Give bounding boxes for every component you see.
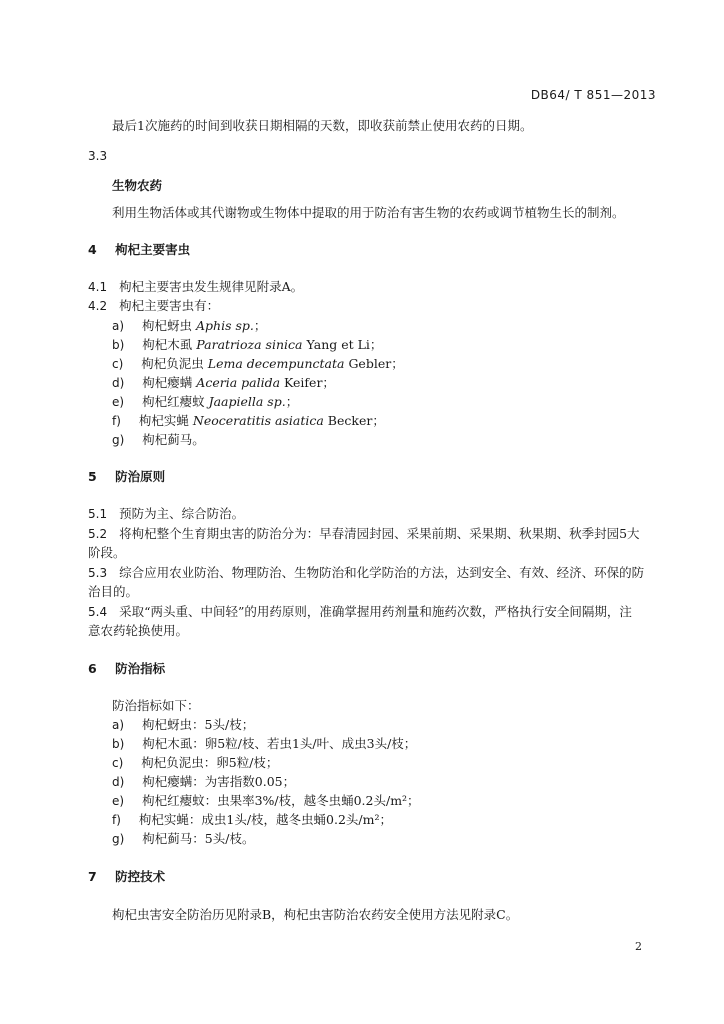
clause-5-4-number: 5.4 (88, 605, 108, 619)
page-number: 2 (635, 940, 642, 953)
section-7-heading (88, 868, 165, 886)
pest-list-item (112, 412, 385, 430)
section-6-title: 防治指标 (115, 661, 166, 676)
index-list-item (112, 735, 416, 753)
pest-list-item (112, 431, 205, 449)
pest-latin-name: Neoceratitis asiatica (192, 413, 324, 428)
clause-5-2-number: 5.2 (88, 527, 108, 541)
index-list-item (112, 830, 254, 848)
list-marker: f) (112, 813, 121, 827)
clause-4-2-text: 枸杞主要害虫有： (119, 298, 220, 313)
index-text: 枸杞负泥虫：卵5粒/枝； (141, 755, 279, 770)
list-marker: f) (112, 414, 121, 428)
term-biopesticide: 生物农药 (112, 178, 163, 193)
list-marker: c) (112, 756, 124, 770)
list-marker: b) (112, 338, 125, 352)
pest-author: Yang et Li； (306, 337, 383, 352)
pest-author: Keifer； (284, 375, 335, 390)
section-7-title: 防控技术 (115, 869, 166, 884)
clause-5-4-text: 采取“两头重、中间轻”的用药原则，准确掌握用药剂量和施药次数，严格执行安全间隔期，注 (119, 604, 632, 619)
section-6-intro: 防治指标如下： (112, 698, 200, 713)
pest-author: ； (285, 394, 299, 409)
list-marker: e) (112, 794, 125, 808)
list-marker: c) (112, 357, 124, 371)
pest-list-item (112, 317, 266, 335)
list-marker: g) (112, 832, 125, 846)
pest-name: 枸杞负泥虫 (141, 356, 204, 371)
section-4-title: 枸杞主要害虫 (115, 242, 191, 257)
pest-list-item (112, 393, 298, 411)
index-text: 枸杞红瘿蚊：虫果率3%/枝，越冬虫蛹0.2头/m²； (142, 793, 420, 808)
clause-5-3 (88, 564, 644, 582)
term-definition: 利用生物活体或其代谢物或生物体中提取的用于防治有害生物的农药或调节植物生长的制剂。 (112, 205, 625, 220)
pest-latin-name: Aphis sp. (196, 318, 254, 333)
section-5-heading (88, 468, 165, 486)
section-7-text: 枸杞虫害安全防治历见附录B，枸杞虫害防治农药安全使用方法见附录C。 (112, 907, 519, 922)
index-text: 枸杞蚜虫：5头/枝； (142, 717, 255, 732)
index-list-item (112, 811, 392, 829)
pest-list-item (112, 336, 382, 354)
list-marker: b) (112, 737, 125, 751)
index-list-item (112, 773, 295, 791)
clause-5-3-continuation: 治目的。 (88, 584, 139, 599)
section-6-heading (88, 660, 165, 678)
pest-name: 枸杞瘿螨 (142, 375, 193, 390)
pest-list-item (112, 355, 404, 373)
pest-name: 枸杞红瘿蚊 (142, 394, 205, 409)
list-marker: e) (112, 395, 125, 409)
section-5-number: 5 (88, 469, 97, 484)
clause-5-1-text: 预防为主、综合防治。 (119, 506, 245, 521)
pest-latin-name: Paratrioza sinica (196, 337, 303, 352)
pest-latin-name: Jaapiella sp. (208, 394, 286, 409)
clause-5-2-continuation: 阶段。 (88, 545, 126, 560)
clause-4-1 (88, 278, 303, 296)
pest-latin-name: Aceria palida (196, 375, 281, 390)
pest-name: 枸杞木虱 (142, 337, 193, 352)
list-marker: a) (112, 319, 125, 333)
clause-5-1 (88, 505, 244, 523)
index-list-item (112, 716, 254, 734)
index-text: 枸杞木虱：卵5粒/枝、若虫1头/叶、成虫3头/枝； (142, 736, 417, 751)
pest-name: 枸杞实蝇 (138, 413, 189, 428)
clause-5-4-continuation: 意农药轮换使用。 (88, 623, 189, 638)
section-7-number: 7 (88, 869, 97, 884)
index-list-item (112, 792, 420, 810)
list-marker: a) (112, 718, 125, 732)
index-text: 枸杞蓟马：5头/枝。 (142, 831, 255, 846)
pest-name: 枸杞蓟马。 (142, 432, 205, 447)
pest-name: 枸杞蚜虫 (142, 318, 193, 333)
intro-line: 最后1次施药的时间到收获日期相隔的天数，即收获前禁止使用农药的日期。 (112, 118, 533, 133)
pest-author: Gebler； (348, 356, 404, 371)
section-5-title: 防治原则 (115, 469, 166, 484)
clause-4-2-number: 4.2 (88, 299, 108, 313)
index-list-item (112, 754, 278, 772)
section-3-3-number: 3.3 (88, 149, 108, 163)
clause-5-2 (88, 525, 640, 543)
clause-5-1-number: 5.1 (88, 507, 108, 521)
list-marker: g) (112, 433, 125, 447)
pest-latin-name: Lema decempunctata (207, 356, 345, 371)
standard-code: DB64/ T 851—2013 (530, 88, 656, 102)
list-marker: d) (112, 376, 125, 390)
clause-5-2-text: 将枸杞整个生育期虫害的防治分为：早春清园封园、采果前期、采果期、秋果期、秋季封园5大 (119, 526, 640, 541)
clause-5-4 (88, 603, 632, 621)
pest-author: Becker； (327, 413, 385, 428)
clause-4-2 (88, 297, 219, 315)
section-4-number: 4 (88, 242, 97, 257)
index-text: 枸杞瘿螨：为害指数0.05； (142, 774, 296, 789)
section-6-number: 6 (88, 661, 97, 676)
pest-list-item (112, 374, 335, 392)
index-text: 枸杞实蝇：成虫1头/枝，越冬虫蛹0.2头/m²； (138, 812, 393, 827)
clause-5-3-text: 综合应用农业防治、物理防治、生物防治和化学防治的方法，达到安全、有效、经济、环保的防 (119, 565, 645, 580)
section-4-heading (88, 241, 190, 259)
clause-5-3-number: 5.3 (88, 566, 108, 580)
list-marker: d) (112, 775, 125, 789)
clause-4-1-number: 4.1 (88, 280, 108, 294)
pest-author: ； (253, 318, 267, 333)
clause-4-1-text: 枸杞主要害虫发生规律见附录A。 (119, 279, 304, 294)
